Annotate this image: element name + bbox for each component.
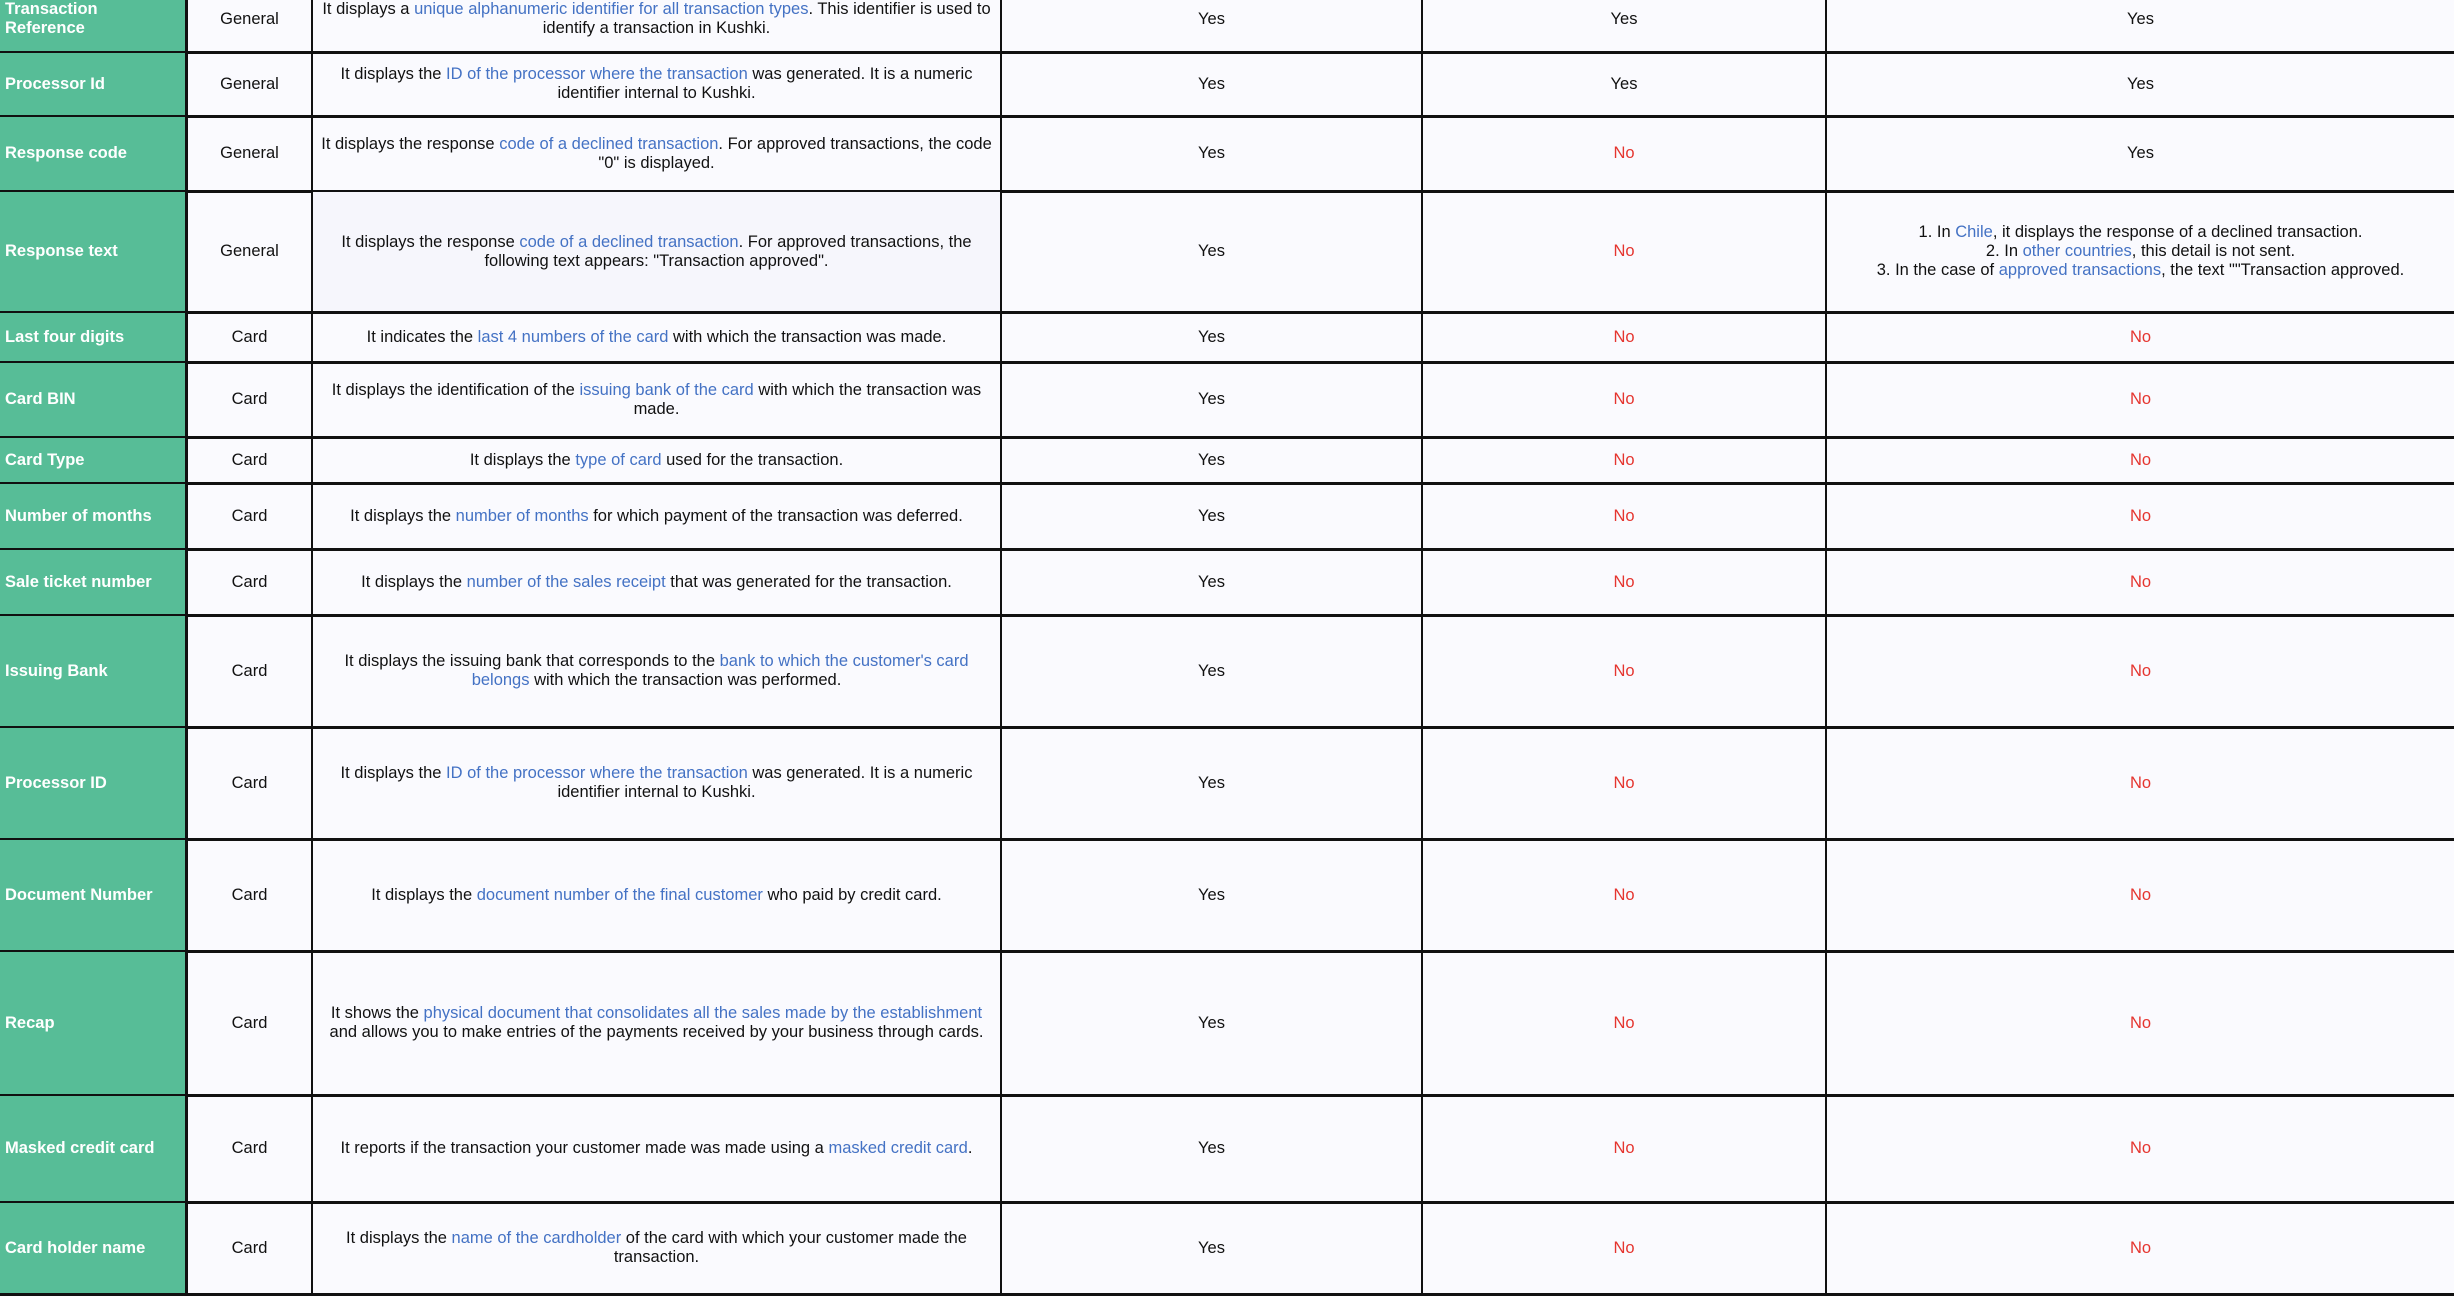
field-description-cell[interactable] (313, 0, 1002, 51)
field-description (315, 0, 998, 38)
availability-yes: Yes (1198, 450, 1225, 469)
field-type-cell[interactable] (188, 0, 313, 51)
availability-cell-3[interactable] (1827, 0, 2454, 51)
availability-no: No (1613, 1238, 1635, 1257)
highlighted-term-link[interactable]: masked credit card (828, 1139, 968, 1157)
availability-yes: Yes (1198, 390, 1225, 408)
highlighted-term-link[interactable]: physical document that consolidates all the sales made by the establishment (423, 1004, 983, 1022)
field-description-cell[interactable] (313, 728, 1002, 838)
highlighted-term-link[interactable]: other countries (2022, 242, 2132, 260)
field-name: Processor ID (5, 773, 107, 792)
field-type: Card (231, 885, 268, 904)
note-line (1877, 242, 2405, 261)
field-name-cell[interactable] (0, 484, 188, 548)
availability-yes: Yes (1198, 1139, 1225, 1157)
field-description (470, 451, 843, 470)
description-text: . For approved transactions, the code "0" is displayed. (598, 134, 992, 172)
highlighted-term-link[interactable]: document number of the final customer (476, 885, 763, 904)
field-description-cell[interactable] (313, 192, 1002, 311)
field-name: Sale ticket number (5, 572, 152, 591)
availability-yes: Yes (1198, 885, 1225, 904)
highlighted-term-link[interactable]: issuing bank of the card (579, 380, 754, 399)
availability-cell-3[interactable] (1827, 117, 2454, 190)
field-type: Card (231, 1139, 268, 1157)
field-type-cell[interactable] (188, 1096, 313, 1201)
field-description (315, 233, 998, 271)
field-name-cell[interactable] (0, 192, 188, 311)
availability-yes: Yes (1198, 242, 1225, 260)
field-type-cell[interactable] (188, 728, 313, 838)
field-type: Card (231, 506, 268, 525)
description-text: It displays the (346, 1229, 452, 1247)
field-type-cell[interactable] (188, 117, 313, 190)
field-name: Processor Id (5, 74, 105, 93)
field-name: Card holder name (5, 1238, 146, 1257)
availability-no: No (2129, 450, 2152, 469)
table-row (0, 1203, 2454, 1296)
availability-yes: Yes (2127, 9, 2154, 28)
field-name: Card BIN (5, 390, 76, 408)
highlighted-term-link[interactable]: ID of the processor where the transaction (446, 764, 748, 782)
availability-cell-1[interactable] (1002, 363, 1423, 436)
table-row (0, 728, 2454, 841)
field-name: Response code (5, 144, 127, 162)
field-type-cell[interactable] (188, 363, 313, 436)
description-text: 2. In (1985, 242, 2023, 260)
description-text: was generated. It is a numeric identifier internal to Kushki. (557, 65, 973, 102)
availability-cell-2[interactable] (1423, 438, 1827, 482)
availability-yes: Yes (1198, 327, 1225, 346)
field-description-cell[interactable] (313, 1096, 1002, 1201)
table-row (0, 192, 2454, 314)
availability-no: No (2129, 390, 2152, 408)
availability-cell-1[interactable] (1002, 484, 1423, 548)
field-description (361, 573, 952, 592)
availability-cell-3[interactable] (1827, 728, 2454, 838)
field-type-cell[interactable] (188, 840, 313, 950)
highlighted-term-link[interactable]: last 4 numbers of the card (477, 327, 669, 346)
table-row (0, 438, 2454, 485)
field-description (315, 652, 998, 690)
highlighted-term-link[interactable]: Chile (1955, 223, 1993, 241)
availability-no: No (2129, 773, 2152, 792)
field-name-cell[interactable] (0, 728, 188, 838)
availability-yes: Yes (1198, 506, 1225, 525)
field-description-cell[interactable] (313, 952, 1002, 1094)
field-name-cell[interactable] (0, 840, 188, 950)
availability-cell-1[interactable] (1002, 1096, 1423, 1201)
availability-cell-1[interactable] (1002, 117, 1423, 190)
availability-no: No (2129, 327, 2152, 346)
highlighted-term-link[interactable]: approved transactions (1998, 261, 2162, 279)
field-name: Issuing Bank (5, 661, 108, 680)
field-type: General (220, 144, 279, 162)
description-text: 1. In (1918, 223, 1956, 241)
field-description-cell[interactable] (313, 363, 1002, 436)
availability-cell-1[interactable] (1002, 616, 1423, 726)
field-type: Card (231, 327, 268, 346)
availability-yes: Yes (1198, 572, 1225, 591)
field-description-cell[interactable] (313, 616, 1002, 726)
availability-cell-3[interactable] (1827, 438, 2454, 482)
description-text: It displays the (469, 450, 576, 469)
availability-yes: Yes (2127, 144, 2154, 162)
field-description (315, 1004, 998, 1042)
availability-no: No (2129, 661, 2152, 680)
availability-yes: Yes (1198, 9, 1225, 28)
description-text: of the card with which your customer made the transaction. (613, 1229, 967, 1266)
description-text: . (967, 1139, 973, 1157)
field-type: Card (231, 1238, 268, 1257)
description-text: . This identifier is used to identify a transaction in Kushki. (542, 0, 991, 37)
availability-cell-2[interactable] (1423, 616, 1827, 726)
availability-yes: Yes (2127, 74, 2154, 93)
note-line (1877, 223, 2405, 242)
availability-cell-2[interactable] (1423, 952, 1827, 1094)
field-name-cell[interactable] (0, 550, 188, 614)
description-text: used for the transaction. (661, 450, 844, 469)
availability-cell-2[interactable] (1423, 484, 1827, 548)
description-text: It displays the (340, 65, 447, 83)
availability-no: No (1613, 1139, 1635, 1157)
availability-cell-2[interactable] (1423, 363, 1827, 436)
availability-cell-2[interactable] (1423, 1096, 1827, 1201)
availability-cell-1[interactable] (1002, 53, 1423, 115)
description-text: with which the transaction was performed. (529, 671, 842, 689)
field-description (315, 381, 998, 419)
availability-cell-2[interactable] (1423, 117, 1827, 190)
field-description (315, 764, 998, 802)
description-text: It displays the (361, 572, 467, 591)
availability-cell-1[interactable] (1002, 438, 1423, 482)
description-text: It reports if the transaction your customer made was made using a (340, 1139, 829, 1157)
field-type-cell[interactable] (188, 53, 313, 115)
availability-no: No (1613, 1013, 1635, 1032)
table-row (0, 117, 2454, 193)
field-type: Card (231, 450, 268, 469)
field-description (341, 1139, 973, 1158)
highlighted-term-link[interactable]: code of a declined transaction (519, 232, 739, 251)
field-name-cell[interactable] (0, 438, 188, 482)
field-name: Masked credit card (5, 1139, 155, 1157)
availability-no: No (1613, 327, 1635, 346)
description-text: It shows the (330, 1004, 424, 1022)
description-text: It displays the (340, 764, 447, 782)
description-text: who paid by credit card. (762, 885, 942, 904)
availability-yes: Yes (1610, 74, 1638, 93)
table-row (0, 840, 2454, 953)
availability-yes: Yes (1198, 74, 1225, 93)
field-description (315, 65, 998, 103)
description-text: 3. In the case of (1876, 261, 1999, 279)
availability-cell-2[interactable] (1423, 728, 1827, 838)
description-text: was generated. It is a numeric identifier internal to Kushki. (557, 764, 973, 801)
description-text: It displays the identification of the (331, 380, 580, 399)
availability-no: No (1613, 773, 1635, 792)
field-name-cell[interactable] (0, 0, 188, 51)
field-type-cell[interactable] (188, 192, 313, 311)
table-row (0, 363, 2454, 439)
availability-cell-1[interactable] (1002, 952, 1423, 1094)
field-name: Recap (5, 1013, 55, 1032)
availability-yes: Yes (1198, 773, 1225, 792)
field-description-cell[interactable] (313, 438, 1002, 482)
field-name-cell[interactable] (0, 1096, 188, 1201)
availability-cell-3[interactable] (1827, 192, 2454, 311)
availability-no: No (1613, 242, 1635, 260)
field-name: Last four digits (5, 327, 125, 346)
highlighted-term-link[interactable]: code of a declined transaction (499, 134, 719, 153)
availability-no: No (2129, 1238, 2152, 1257)
availability-cell-1[interactable] (1002, 728, 1423, 838)
field-type: Card (231, 390, 268, 408)
highlighted-term-link[interactable]: bank to which the customer's card belongs (471, 652, 969, 689)
availability-cell-3[interactable] (1827, 484, 2454, 548)
description-text: It indicates the (366, 327, 478, 346)
table-row (0, 550, 2454, 617)
description-text: for which payment of the transaction was deferred. (588, 506, 963, 525)
availability-yes: Yes (1198, 1238, 1225, 1257)
availability-no: No (1613, 390, 1635, 408)
description-text: It displays the issuing bank that corresponds to the (344, 652, 720, 670)
availability-cell-3[interactable] (1827, 313, 2454, 361)
availability-cell-2[interactable] (1423, 840, 1827, 950)
note-line (1877, 261, 2405, 280)
availability-cell-2[interactable] (1423, 192, 1827, 311)
availability-cell-3[interactable] (1827, 840, 2454, 950)
field-description (367, 328, 947, 347)
table-row (0, 313, 2454, 364)
field-type-cell[interactable] (188, 550, 313, 614)
highlighted-term-link[interactable]: name of the cardholder (451, 1229, 622, 1247)
field-name-cell[interactable] (0, 53, 188, 115)
field-type-cell[interactable] (188, 952, 313, 1094)
availability-cell-1[interactable] (1002, 0, 1423, 51)
availability-no: No (2129, 885, 2152, 904)
description-text: , the text ""Transaction approved. (2161, 261, 2405, 279)
field-type: General (220, 74, 279, 93)
availability-cell-1[interactable] (1002, 313, 1423, 361)
availability-no: No (1613, 885, 1635, 904)
highlighted-term-link[interactable]: number of the sales receipt (466, 572, 666, 591)
availability-no: No (2129, 572, 2152, 591)
highlighted-term-link[interactable]: unique alphanumeric identifier for all transaction types (414, 0, 809, 18)
availability-yes: Yes (1198, 1013, 1225, 1032)
availability-cell-2[interactable] (1423, 0, 1827, 51)
field-type: General (220, 9, 279, 28)
availability-no: No (2129, 1139, 2152, 1157)
availability-no: No (1613, 572, 1635, 591)
field-type: General (220, 242, 279, 260)
highlighted-term-link[interactable]: number of months (455, 506, 589, 525)
availability-cell-3[interactable] (1827, 363, 2454, 436)
field-name: Number of months (5, 506, 152, 525)
availability-no: No (1613, 144, 1635, 162)
field-name-cell[interactable] (0, 117, 188, 190)
availability-notes (1877, 223, 2405, 280)
description-text: , it displays the response of a declined transaction. (1992, 223, 2363, 241)
availability-cell-2[interactable] (1423, 313, 1827, 361)
field-type: Card (231, 773, 268, 792)
field-description-cell[interactable] (313, 550, 1002, 614)
field-name-cell[interactable] (0, 363, 188, 436)
availability-cell-1[interactable] (1002, 192, 1423, 311)
field-description-cell[interactable] (313, 484, 1002, 548)
field-description (315, 1229, 998, 1267)
availability-no: No (2129, 1013, 2152, 1032)
field-type-cell[interactable] (188, 484, 313, 548)
availability-cell-3[interactable] (1827, 952, 2454, 1094)
field-name: Document Number (5, 885, 153, 904)
availability-cell-3[interactable] (1827, 550, 2454, 614)
description-text: , this detail is not sent. (2131, 242, 2296, 260)
availability-yes: Yes (1610, 9, 1638, 28)
description-text: It displays the response (341, 232, 520, 251)
description-text: and allows you to make entries of the payments received by your business through cards. (329, 1023, 984, 1041)
availability-cell-3[interactable] (1827, 616, 2454, 726)
availability-no: No (2129, 506, 2152, 525)
description-text: It displays the (371, 885, 477, 904)
description-text: that was generated for the transaction. (665, 572, 952, 591)
field-name: Transaction Reference (5, 0, 98, 37)
highlighted-term-link[interactable]: ID of the processor where the transaction (446, 65, 748, 83)
field-description-cell[interactable] (313, 840, 1002, 950)
description-text: with which the transaction was made. (633, 380, 982, 418)
field-name-cell[interactable] (0, 616, 188, 726)
field-type-cell[interactable] (188, 438, 313, 482)
availability-cell-2[interactable] (1423, 550, 1827, 614)
description-text: with which the transaction was made. (668, 327, 947, 346)
description-text: It displays a (322, 0, 415, 18)
availability-yes: Yes (1198, 661, 1225, 680)
availability-cell-1[interactable] (1002, 840, 1423, 950)
field-name: Response text (5, 242, 118, 260)
table-row (0, 0, 2454, 54)
field-type: Card (231, 661, 268, 680)
field-type: Card (231, 1013, 268, 1032)
field-type-cell[interactable] (188, 313, 313, 361)
field-description (315, 135, 998, 173)
availability-no: No (1613, 506, 1635, 525)
field-description-cell[interactable] (313, 53, 1002, 115)
availability-yes: Yes (1198, 144, 1225, 162)
availability-cell-1[interactable] (1002, 550, 1423, 614)
field-name: Card Type (5, 450, 85, 469)
description-text: It displays the (350, 506, 456, 525)
availability-cell-2[interactable] (1423, 53, 1827, 115)
field-description (350, 507, 963, 526)
description-text: It displays the response (321, 134, 500, 153)
highlighted-term-link[interactable]: type of card (575, 450, 662, 469)
description-text: . For approved transactions, the following text appears: "Transaction approved". (484, 232, 972, 270)
field-type-cell[interactable] (188, 616, 313, 726)
table-row (0, 1096, 2454, 1204)
table-row (0, 952, 2454, 1097)
table-row (0, 616, 2454, 729)
table-row (0, 484, 2454, 551)
availability-no: No (1613, 450, 1635, 469)
availability-cell-3[interactable] (1827, 1096, 2454, 1201)
field-type: Card (231, 572, 268, 591)
availability-cell-3[interactable] (1827, 53, 2454, 115)
field-name-cell[interactable] (0, 952, 188, 1094)
table-row (0, 53, 2454, 118)
field-description-cell[interactable] (313, 117, 1002, 190)
field-name-cell[interactable] (0, 313, 188, 361)
field-description (371, 886, 941, 905)
field-description-cell[interactable] (313, 313, 1002, 361)
availability-no: No (1613, 661, 1635, 680)
